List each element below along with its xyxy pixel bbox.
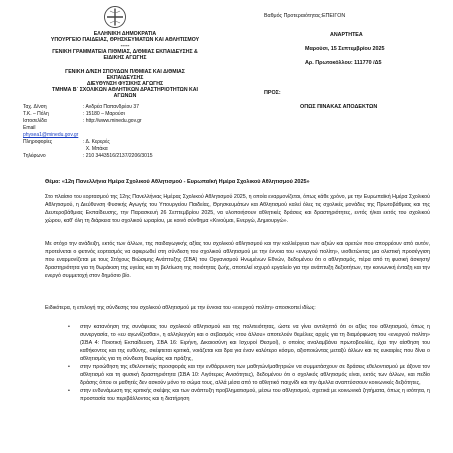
paragraph-2: Με στόχο την ανάδειξη, εκτός των άλλων, της παιδαγωγικής αξίας του σχολικού αθλητισμού και την καλλιέργεια των αξιών και αρετών που απορρέουν από αυτόν, προτείνεται ο φετινός εορτασμός να αφιερωθεί στη σύνδεση του σχολικού αθλητισμού με την έννοια του «ενεργού πολίτη», υιοθετώντας μια ολιστική προσέγγιση που εναρμονίζεται με τους Στόχους Βιώσιμης Ανάπτυξης (ΣΒΑ) του Οργανισμού Ηνωμένων Εθνών, δεδομένου ότι ο αθλητισμός, πέρα από τη φυσική άσκηση/δραστηριότητα για τη θωράκιση της υγείας και τη βελτίωση της ποιότητας ζωής, αποτελεί ισχυρό εργαλείο για την ανάπτυξη δεξιοτήτων, την κοινωνική ένταξη και την ενεργό συμμετοχή στον δημόσιο βίο.	[45, 241, 430, 279]
list-item	[68, 387, 430, 403]
contact-row	[23, 153, 243, 160]
top-right-block	[264, 13, 449, 19]
contact-label: Τηλέφωνο	[23, 153, 46, 159]
contact-value: : Δ. Κερερές	[83, 139, 110, 145]
contact-label: Τ.Κ. – Πόλη	[23, 111, 49, 117]
contact-value: : Ανδρέα Παπανδρέου 37	[83, 104, 139, 110]
header-line: ΕΙΔΙΚΗΣ ΑΓΩΓΗΣ	[103, 55, 147, 61]
contact-value: Χ. Μπάκα	[83, 146, 108, 152]
contact-row	[23, 104, 243, 111]
list-item-text: στην προώθηση της εθελοντικής προσφοράς και την ενθάρρυνση των μαθητών/μαθητριών να συμμετάσχουν σε δράσεις εθελοντισμού με άξονα τον αθλητισμό και τη φυσική δραστηριότητα (ΣΒΑ 10: Λιγότερες Ανισότητες), δεδομένου ότι ο σχολικός αθλητισμός είναι, εκτός των άλλων, και πεδίο δράσης όπου οι μαθητές δεν ασκούν μόνο το σώμα τους, αλλά μέσα από το αθλητικό παιχνίδι και την άμιλλα αναπτύσσουν κοινωνικές δεξιότητες,	[80, 364, 430, 386]
contact-row	[23, 111, 243, 118]
bullet-icon: •	[68, 324, 70, 330]
bullet-list	[68, 323, 430, 403]
contact-block	[23, 104, 243, 160]
website-link[interactable]: : http://www.minedu.gov.gr	[83, 118, 142, 124]
contact-value: : 210 3443516/2137/2206/3015	[83, 153, 153, 159]
recipient-label: ΠΡΟΣ:	[264, 90, 281, 96]
priority-label: Βαθμός Προτεραιότητας:ΕΠΕΙΓΟΝ	[264, 13, 346, 19]
header-line: ΕΛΛΗΝΙΚΗ ΔΗΜΟΚΡΑΤΙΑ	[93, 31, 157, 37]
paragraph-1: Στο πλαίσιο του εορτασμού της 12ης Πανελλήνιας Ημέρας Σχολικού Αθλητισμού 2025, η οποία εναρμονίζεται, όπως κάθε χρόνο, με την Ευρωπαϊκή Ημέρα Σχολικού Αθλητισμού, η Διεύθυνση Φυσικής Αγωγής του Υπουργείου Παιδείας, Θρησκευμάτων και Αθλητισμού καλεί όλες τις σχολικές μονάδες της Πρωτοβάθμιας και της Δευτεροβάθμιας Εκπαίδευσης, την Παρασκευή 26 Σεπτεμβρίου 2025, να υλοποιήσουν αθλητικές δράσεις και δραστηριότητες, εντός ή/και εκτός του σχολικού χώρου, καθ' όλη τη διάρκεια του σχολικού ωραρίου, με κοινό σύνθημα «Κινούμαι, Ενεργώ, Δημιουργώ».	[45, 194, 430, 224]
protocol-number: Αρ. Πρωτοκόλλου: 111770 /Δ5	[305, 60, 382, 66]
header-line: ΓΕΝΙΚΗ Δ/ΝΣΗ ΣΠΟΥΔΩΝ Π/ΘΜΙΑΣ ΚΑΙ Δ/ΘΜΙΑΣ	[65, 69, 185, 75]
header-line: ΕΚΠΑΙΔΕΥΣΗΣ	[106, 75, 144, 81]
contact-row	[23, 139, 243, 146]
ministry-header	[20, 31, 230, 61]
email-link[interactable]: physea1@minedu.gov.gr	[23, 132, 79, 138]
header-line: ΤΜΗΜΑ Β΄ ΣΧΟΛΙΚΩΝ ΑΘΛΗΤΙΚΩΝ ΔΡΑΣΤΗΡΙΟΤΗΤΩΝ ΚΑΙ	[52, 87, 198, 93]
bullet-icon: •	[68, 388, 70, 394]
paragraph-3: Ειδικότερα, η επιλογή της σύνδεσης του σχολικού αθλητισμού με την έννοια του «ενεργού πολίτη» αποσκοπεί ιδίως:	[45, 305, 316, 311]
list-item	[68, 363, 430, 387]
bullet-icon: •	[68, 364, 70, 370]
subject-line: Θέμα: «12η Πανελλήνια Ημέρα Σχολικού Αθλητισμού - Ευρωπαϊκή Ημέρα Σχολικού Αθλητισμού 2025»	[45, 179, 310, 185]
list-item-text: στην ενδυνάμωση της κριτικής σκέψης και των ανάπτυξη προβληματισμού, μέσω του αθλητισμού, σχετικά με κοινωνικά ζητήματα, όπως η ισότητα, η προστασία του περιβάλλοντος και η διατήρηση	[80, 388, 430, 402]
contact-label: Ταχ. Δ/νση	[23, 104, 47, 110]
directorate-header	[20, 69, 230, 99]
header-line: -----	[120, 43, 130, 49]
contact-label: Ιστοσελίδα	[23, 118, 47, 124]
posting-label: ΑΝΑΡΤΗΤΕΑ	[330, 32, 363, 38]
header-line: ΥΠΟΥΡΓΕΙΟ ΠΑΙΔΕΙΑΣ, ΘΡΗΣΚΕΥΜΑΤΩΝ ΚΑΙ ΑΘΛΗΤΙΣΜΟΥ	[50, 37, 200, 43]
list-item-text: στην κατανόηση της συνάφειας του σχολικού αθλητισμού και της πολιτειότητας, ώστε να γίνει αντιληπτό ότι οι αξίες του αθλητισμού, όπως η συνεργασία, το «ευ αγωνίζεσθαι», η αλληλεγγύη και ο σεβασμός «του άλλου» αποτελούν θεμέλιες αρχές για τη διαμόρφωση του «ενεργού πολίτη» (ΣΒΑ 4: Ποιοτική Εκπαίδευση, ΣΒΑ 16: Ειρήνη, Δικαιοσύνη και Ισχυροί Θεσμοί), ο οποίος αναλαμβάνει πρωτοβουλίες, έχει την αίσθηση του καθήκοντος και της ευθύνης, σκέφτεται κριτικά, νοιάζεται και δρα για έναν καλύτερο κόσμο, αξιοποιώντας μεταξύ άλλων και τις ευκαιρίες που δίνει ο αθλητισμός για τη σύνδεση θεωρίας και πράξης,	[80, 324, 430, 362]
header-line: ΓΕΝΙΚΗ ΓΡΑΜΜΑΤΕΙΑ Π/ΘΜΙΑΣ, Δ/ΘΜΙΑΣ ΕΚΠΑΙΔΕΥΣΗΣ &	[52, 49, 198, 55]
contact-row	[23, 146, 243, 153]
recipient-value: ΟΠΩΣ ΠΙΝΑΚΑΣ ΑΠΟΔΕΚΤΩΝ	[300, 104, 378, 110]
header-line: ΑΓΩΝΩΝ	[113, 93, 137, 99]
header-line: ΔΙΕΥΘΥΝΣΗ ΦΥΣΙΚΗΣ ΑΓΩΓΗΣ	[86, 81, 164, 87]
contact-label: Email	[23, 125, 36, 131]
document-date: Μαρούσι, 15 Σεπτεμβρίου 2025	[305, 46, 385, 52]
contact-row	[23, 118, 243, 125]
contact-row	[23, 132, 243, 139]
contact-row	[23, 125, 243, 132]
greek-emblem-logo	[103, 5, 127, 29]
list-item	[68, 323, 430, 363]
contact-value: : 15180 – Μαρούσι	[83, 111, 125, 117]
contact-label: Πληροφορίες	[23, 139, 53, 145]
